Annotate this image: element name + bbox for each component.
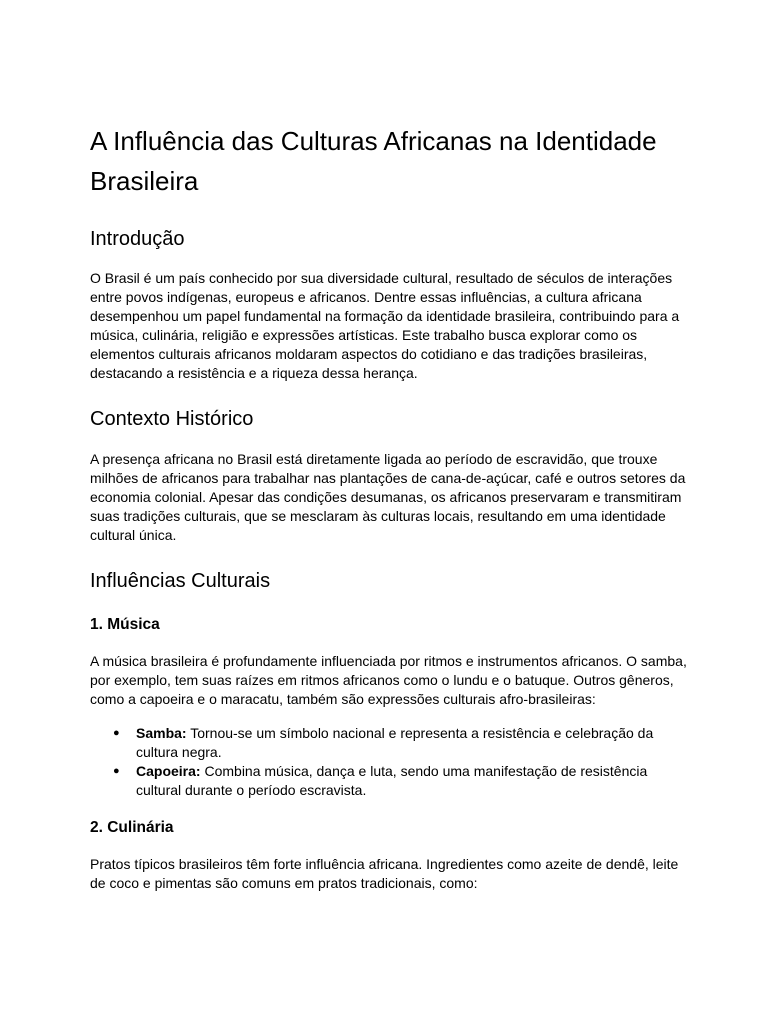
- heading-contexto-historico: Contexto Histórico: [90, 408, 254, 430]
- paragraph-culinaria: Pratos típicos brasileiros têm forte influência africana. Ingredientes como azeite de dendê, leite de coco e pimentas são comuns em pratos tradicionais, como:: [90, 856, 679, 891]
- heading-influencias-culturais: Influências Culturais: [90, 570, 271, 592]
- subheading-musica: 1. Música: [90, 616, 160, 633]
- bullet-icon: ●: [113, 727, 120, 739]
- music-list: [90, 724, 690, 800]
- list-item: [90, 762, 656, 800]
- heading-introducao: Introdução: [90, 228, 185, 250]
- paragraph-musica: A música brasileira é profundamente influenciada por ritmos e instrumentos africanos. O samba, por exemplo, tem suas raízes em ritmos africanos como o lundu e o batuque. Outros gêneros, como a capoeira e o maracatu, também são expressões culturais afro-brasileiras:: [90, 653, 687, 707]
- list-item-desc: Combina música, dança e luta, sendo uma manifestação de resistência cultural durante o período escravista.: [136, 763, 648, 798]
- subheading-culinaria: 2. Culinária: [90, 819, 174, 836]
- bullet-icon: ●: [113, 765, 120, 777]
- list-item-term: Capoeira:: [136, 763, 201, 779]
- paragraph-introducao: O Brasil é um país conhecido por sua diversidade cultural, resultado de séculos de interações entre povos indígenas, europeus e africanos. Dentre essas influências, a cultura africana desempenhou um papel fundamental na formação da identidade brasileira, contribuindo para a música, culinária, religião e expressões artísticas. Este trabalho busca explorar como os elementos culturais africanos moldaram aspectos do cotidiano e das tradições brasileiras, destacando a resistência e a riqueza dessa herança.: [90, 270, 680, 381]
- list-item-desc: Tornou-se um símbolo nacional e representa a resistência e celebração da cultura negra.: [136, 725, 654, 760]
- list-item: [90, 724, 656, 762]
- paragraph-contexto-historico: A presença africana no Brasil está diretamente ligada ao período de escravidão, que trouxe milhões de africanos para trabalhar nas plantações de cana-de-açúcar, café e outros setores da economia colonial. Apesar das condições desumanas, os africanos preservaram e transmitiram suas tradições culturais, que se mesclaram às culturas locais, resultando em uma identidade cultural única.: [90, 451, 686, 543]
- list-item-term: Samba:: [136, 725, 187, 741]
- document-title: A Influência das Culturas Africanas na Identidade Brasileira: [90, 126, 657, 196]
